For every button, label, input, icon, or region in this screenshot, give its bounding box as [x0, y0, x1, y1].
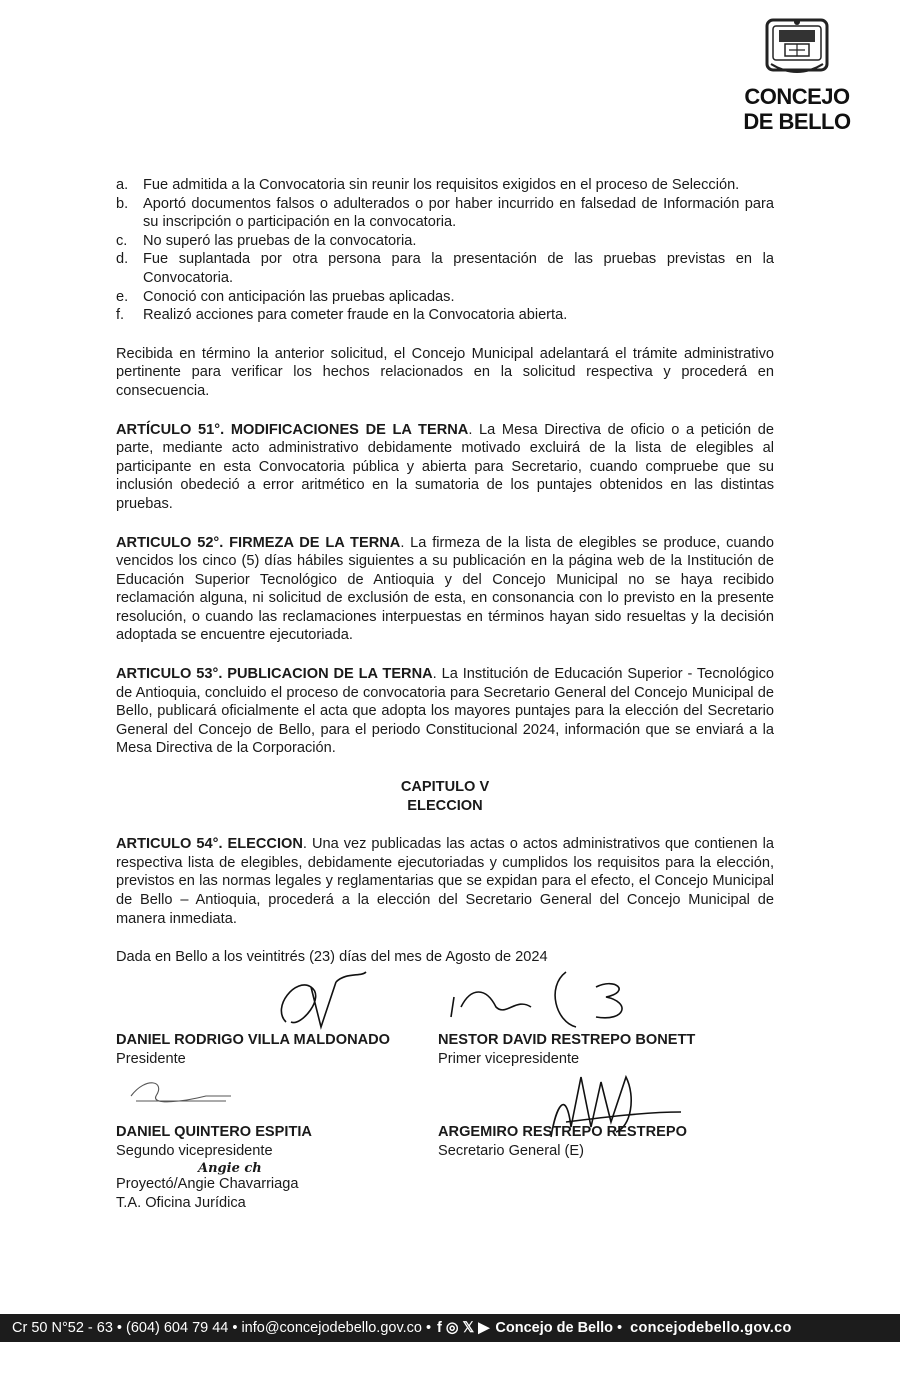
article-53: [116, 665, 774, 758]
list-item: a. Fue admitida a la Convocatoria sin reunir los requisitos exigidos en el proceso de Selección.: [116, 177, 740, 193]
list-item: c. No superó las pruebas de la convocatoria.: [116, 232, 417, 249]
footer-phone: (604) 604 79 44: [125, 1320, 229, 1336]
signatory-role: Presidente: [116, 1050, 186, 1067]
signature-scribble-vicepresident: [446, 967, 636, 1037]
article-51: [116, 421, 774, 514]
x-icon[interactable]: 𝕏: [462, 1320, 475, 1336]
projected-by-office: T.A. Oficina Jurídica: [116, 1194, 246, 1211]
projected-by: [116, 1175, 299, 1213]
signatory-block: [438, 1031, 695, 1069]
article-52-body: . La firmeza de la lista de elegibles se produce, cuando vencidos los cinco (5) días hábiles siguientes a su publicación en la página web de la Institución de Educación Superior Tecnológico de Antioquia y del Concejo Municipal no se haya recibido reclamación alguna, ni solicitud de exclusión de esta, en consonancia con lo previsto en la presente resolución, o cuando las reclamaciones interpuestas en términos hayan sido resueltas y la decisión adoptada se encuentre ejecutoriada.: [116, 534, 774, 644]
article-54: [116, 835, 774, 928]
list-item: b. Aportó documentos falsos o adulterados o por haber incurrido en falsedad de Información para su inscripción o participación en la convocatoria.: [116, 195, 774, 231]
footer-brand: Concejo de Bello: [495, 1320, 614, 1336]
projected-by-name: Proyectó/Angie Chavarriaga: [116, 1175, 299, 1192]
chapter-heading: [116, 778, 774, 815]
separator-dot: •: [116, 1320, 122, 1336]
article-52-title: ARTICULO 52°. FIRMEZA DE LA TERNA: [116, 534, 401, 551]
concejo-logo: [738, 16, 856, 132]
footer-website[interactable]: concejodebello.gov.co: [630, 1320, 792, 1336]
footer-email[interactable]: info@concejodebello.gov.co: [241, 1320, 422, 1336]
youtube-icon[interactable]: ▶: [478, 1320, 490, 1336]
article-53-title: ARTICULO 53°. PUBLICACION DE LA TERNA: [116, 666, 433, 683]
list-item: e. Conoció con anticipación las pruebas aplicadas.: [116, 288, 455, 305]
causal-list: [116, 176, 774, 325]
article-54-title: ARTICULO 54°. ELECCION: [116, 836, 303, 853]
article-51-title: ARTÍCULO 51°. MODIFICACIONES DE LA TERNA: [116, 421, 469, 438]
footer-address: Cr 50 N°52 - 63: [12, 1320, 113, 1336]
handwritten-initials: Angie ch: [198, 1160, 262, 1176]
logo-text-line1: CONCEJO: [744, 84, 850, 109]
signatory-block: [116, 1123, 312, 1161]
article-51-body: . La Mesa Directiva de oficio o a petición de parte, mediante acto administrativo debidamente motivado excluirá de la lista de elegibles al participante en esta Convocatoria pública y abierta para Secretario, cuando compruebe que su inclusión obedeció a error aritmético en la sumatoria de los puntajes obtenidos en las distintas pruebas.: [116, 421, 774, 512]
date-line: Dada en Bello a los veintitrés (23) días del mes de Agosto de 2024: [116, 949, 548, 966]
municipal-seal-icon: [759, 16, 835, 82]
list-item: f. Realizó acciones para cometer fraude en la Convocatoria abierta.: [116, 307, 568, 324]
logo-text-line2: DE BELLO: [743, 109, 851, 134]
signature-scribble-second-vp: [126, 1071, 236, 1111]
signatory-name: NESTOR DAVID RESTREPO BONETT: [438, 1031, 696, 1048]
chapter-title: ELECCION: [407, 797, 483, 814]
signature-area: [116, 967, 774, 1237]
signatory-role: Segundo vicepresidente: [116, 1142, 273, 1159]
signature-scribble-president: [266, 967, 376, 1037]
separator-dot: •: [232, 1320, 238, 1336]
signatory-role: Primer vicepresidente: [438, 1050, 580, 1067]
chapter-number: CAPITULO V: [400, 779, 490, 796]
separator-dot: •: [425, 1320, 432, 1336]
facebook-icon[interactable]: f: [437, 1320, 442, 1336]
signatory-role: Secretario General (E): [438, 1142, 584, 1159]
signatory-block: [116, 1031, 390, 1069]
paragraph-solicitud: Recibida en término la anterior solicitud, el Concejo Municipal adelantará el trámite administrativo pertinente para verificar los hechos relacionados en la solicitud respectiva y procederá en consecuencia.: [116, 345, 774, 399]
article-53-body: . La Institución de Educación Superior - Tecnológico de Antioquia, concluido el proceso de convocatoria para Secretario General del Concejo Municipal de Bello, publicará oficialmente el acta que adopta los mayores puntajes para la elección del Secretario General del Concejo de Bello, para el periodo Constitucional 2024, información que se enviará a la Mesa Directiva de la Corporación.: [116, 666, 774, 757]
list-item: d. Fue suplantada por otra persona para la presentación de las pruebas previstas en la Convocatoria.: [116, 251, 774, 286]
article-52: [116, 534, 774, 646]
signatory-name: DANIEL RODRIGO VILLA MALDONADO: [116, 1031, 391, 1048]
signatory-name: ARGEMIRO RESTREPO RESTREPO: [438, 1123, 687, 1140]
separator-dot: •: [617, 1320, 623, 1336]
signatory-block: [438, 1123, 687, 1161]
signatory-name: DANIEL QUINTERO ESPITIA: [116, 1123, 312, 1140]
document-body: [116, 176, 774, 1237]
instagram-icon[interactable]: ◎: [445, 1320, 459, 1336]
article-54-body: . Una vez publicadas las actas o actos administrativos que contienen la respectiva lista de elegibles, debidamente ejecutoriadas y cumplidos los requisitos para la elección, previstos en las normas legales y reglamentarias que se expidan para el efecto, el Concejo Municipal de Bello – Antioquia, procederá a la elección del Secretario General del Concejo Municipal de manera inmediata.: [116, 836, 774, 927]
footer-bar: [0, 1314, 900, 1342]
